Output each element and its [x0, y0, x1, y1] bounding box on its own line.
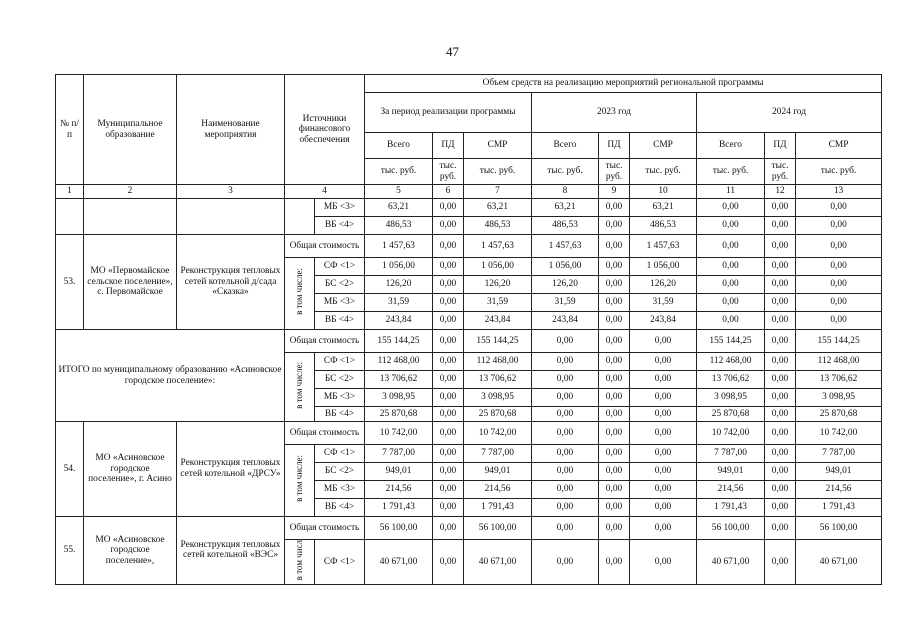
value-cell: 0,00 — [532, 463, 599, 481]
value-cell: 0,00 — [630, 330, 697, 353]
value-cell: 0,00 — [433, 294, 464, 312]
value-cell: 0,00 — [599, 217, 630, 235]
value-cell: 0,00 — [630, 481, 697, 499]
unit-label: тыс. руб. — [796, 159, 882, 185]
source-label: ВБ <4> — [315, 499, 365, 517]
value-cell: 155 144,25 — [697, 330, 765, 353]
value-cell: 7 787,00 — [796, 445, 882, 463]
value-cell: 10 742,00 — [464, 422, 532, 445]
value-cell: 0,00 — [599, 235, 630, 258]
value-cell: 0,00 — [433, 199, 464, 217]
header-sources: Источники финансового обеспечения — [285, 75, 365, 185]
source-label: ВБ <4> — [315, 407, 365, 422]
value-cell: 3 098,95 — [697, 389, 765, 407]
value-cell: 486,53 — [630, 217, 697, 235]
sub-total: Всего — [697, 133, 765, 159]
header-period-2024: 2024 год — [697, 93, 882, 133]
value-cell: 3 098,95 — [796, 389, 882, 407]
value-cell: 0,00 — [532, 353, 599, 371]
value-cell: 0,00 — [697, 199, 765, 217]
empty-cell — [177, 199, 285, 235]
value-cell: 0,00 — [433, 312, 464, 330]
column-number: 6 — [433, 185, 464, 199]
value-cell: 0,00 — [765, 371, 796, 389]
value-cell: 0,00 — [765, 312, 796, 330]
column-number: 8 — [532, 185, 599, 199]
value-cell: 56 100,00 — [365, 517, 433, 540]
value-cell: 0,00 — [765, 422, 796, 445]
value-cell: 0,00 — [599, 353, 630, 371]
value-cell: 0,00 — [599, 371, 630, 389]
value-cell: 0,00 — [599, 517, 630, 540]
value-cell: 0,00 — [599, 422, 630, 445]
column-number: 5 — [365, 185, 433, 199]
value-cell: 243,84 — [532, 312, 599, 330]
source-label: БС <2> — [315, 463, 365, 481]
unit-label: тыс. руб. — [599, 159, 630, 185]
value-cell: 0,00 — [532, 540, 599, 585]
source-label: БС <2> — [315, 371, 365, 389]
value-cell: 31,59 — [630, 294, 697, 312]
total-cost-label: Общая стоимость — [285, 422, 365, 445]
value-cell: 0,00 — [433, 371, 464, 389]
municipality-name: МО «Асиновское городское поселение», г. Асино — [84, 422, 177, 517]
value-cell: 0,00 — [630, 371, 697, 389]
value-cell: 7 787,00 — [365, 445, 433, 463]
table-row — [56, 422, 882, 445]
value-cell: 63,21 — [630, 199, 697, 217]
value-cell: 0,00 — [532, 330, 599, 353]
value-cell: 1 457,63 — [464, 235, 532, 258]
value-cell: 0,00 — [433, 481, 464, 499]
value-cell: 1 056,00 — [464, 258, 532, 276]
value-cell: 0,00 — [599, 499, 630, 517]
value-cell: 0,00 — [599, 407, 630, 422]
including-text: в том числ — [294, 540, 305, 581]
column-number: 9 — [599, 185, 630, 199]
value-cell: 0,00 — [765, 276, 796, 294]
sub-smr: СМР — [464, 133, 532, 159]
measure-name: Реконструкция тепловых сетей котельной «ДРСУ» — [177, 422, 285, 517]
value-cell: 56 100,00 — [464, 517, 532, 540]
value-cell: 486,53 — [464, 217, 532, 235]
value-cell: 0,00 — [532, 371, 599, 389]
value-cell: 56 100,00 — [796, 517, 882, 540]
value-cell: 126,20 — [464, 276, 532, 294]
value-cell: 13 706,62 — [464, 371, 532, 389]
table-row — [56, 330, 882, 353]
value-cell: 0,00 — [765, 463, 796, 481]
source-label: ВБ <4> — [315, 217, 365, 235]
measure-name: Реконструкция тепловых сетей котельной «ВЭС» — [177, 517, 285, 585]
value-cell: 0,00 — [532, 422, 599, 445]
value-cell: 0,00 — [765, 258, 796, 276]
value-cell: 0,00 — [532, 389, 599, 407]
value-cell: 10 742,00 — [697, 422, 765, 445]
value-cell: 949,01 — [365, 463, 433, 481]
total-cost-label: Общая стоимость — [285, 517, 365, 540]
value-cell: 243,84 — [630, 312, 697, 330]
empty-cell — [84, 199, 177, 235]
unit-label: тыс. руб. — [433, 159, 464, 185]
row-number: 54. — [56, 422, 84, 517]
value-cell: 3 098,95 — [365, 389, 433, 407]
value-cell: 3 098,95 — [464, 389, 532, 407]
value-cell: 0,00 — [599, 540, 630, 585]
value-cell: 63,21 — [464, 199, 532, 217]
unit-label: тыс. руб. — [464, 159, 532, 185]
page-number: 47 — [446, 44, 459, 59]
value-cell: 0,00 — [697, 235, 765, 258]
value-cell: 1 791,43 — [697, 499, 765, 517]
value-cell: 40 671,00 — [464, 540, 532, 585]
column-number: 10 — [630, 185, 697, 199]
value-cell: 0,00 — [697, 294, 765, 312]
column-number: 4 — [285, 185, 365, 199]
value-cell: 0,00 — [765, 517, 796, 540]
value-cell: 1 457,63 — [532, 235, 599, 258]
value-cell: 126,20 — [365, 276, 433, 294]
column-number: 13 — [796, 185, 882, 199]
source-label: МБ <3> — [315, 199, 365, 217]
value-cell: 214,56 — [464, 481, 532, 499]
value-cell: 0,00 — [599, 481, 630, 499]
value-cell: 0,00 — [697, 312, 765, 330]
value-cell: 0,00 — [630, 353, 697, 371]
value-cell: 31,59 — [464, 294, 532, 312]
value-cell: 0,00 — [796, 258, 882, 276]
value-cell: 0,00 — [765, 499, 796, 517]
value-cell: 112 468,00 — [796, 353, 882, 371]
value-cell: 0,00 — [433, 258, 464, 276]
itogo-label: ИТОГО по муниципальному образованию «Асиновское городское поселение»: — [56, 330, 285, 422]
source-label: ВБ <4> — [315, 312, 365, 330]
header-num: № п/п — [56, 75, 84, 185]
value-cell: 1 791,43 — [796, 499, 882, 517]
value-cell: 126,20 — [630, 276, 697, 294]
value-cell: 1 056,00 — [630, 258, 697, 276]
value-cell: 112 468,00 — [365, 353, 433, 371]
empty-cell — [285, 199, 315, 235]
value-cell: 214,56 — [796, 481, 882, 499]
including-label — [285, 353, 315, 422]
value-cell: 0,00 — [796, 312, 882, 330]
table-row — [56, 517, 882, 540]
value-cell: 40 671,00 — [365, 540, 433, 585]
value-cell: 0,00 — [433, 463, 464, 481]
value-cell: 0,00 — [433, 517, 464, 540]
value-cell: 0,00 — [630, 463, 697, 481]
value-cell: 0,00 — [599, 276, 630, 294]
value-cell: 0,00 — [532, 407, 599, 422]
header-period-2023: 2023 год — [532, 93, 697, 133]
value-cell: 486,53 — [365, 217, 433, 235]
unit-label: тыс. руб. — [765, 159, 796, 185]
value-cell: 1 791,43 — [464, 499, 532, 517]
column-numbers-row — [56, 185, 882, 199]
value-cell: 155 144,25 — [365, 330, 433, 353]
value-cell: 10 742,00 — [365, 422, 433, 445]
value-cell: 0,00 — [765, 540, 796, 585]
municipality-name: МО «Асиновское городское поселение», — [84, 517, 177, 585]
value-cell: 0,00 — [796, 235, 882, 258]
value-cell: 0,00 — [599, 330, 630, 353]
source-label: СФ <1> — [315, 540, 365, 585]
empty-cell — [56, 199, 84, 235]
value-cell: 0,00 — [765, 407, 796, 422]
value-cell: 0,00 — [765, 217, 796, 235]
value-cell: 25 870,68 — [796, 407, 882, 422]
municipality-name: МО «Первомайское сельское поселение», с. Первомайское — [84, 235, 177, 330]
value-cell: 155 144,25 — [796, 330, 882, 353]
value-cell: 0,00 — [765, 235, 796, 258]
value-cell: 0,00 — [433, 499, 464, 517]
sub-total: Всего — [532, 133, 599, 159]
total-cost-label: Общая стоимость — [285, 235, 365, 258]
value-cell: 486,53 — [532, 217, 599, 235]
header-measure: Наименование мероприятия — [177, 75, 285, 185]
value-cell: 0,00 — [630, 422, 697, 445]
value-cell: 0,00 — [433, 422, 464, 445]
value-cell: 0,00 — [433, 445, 464, 463]
column-number: 2 — [84, 185, 177, 199]
value-cell: 0,00 — [630, 445, 697, 463]
sub-pd: ПД — [599, 133, 630, 159]
unit-label: тыс. руб. — [697, 159, 765, 185]
value-cell: 31,59 — [532, 294, 599, 312]
sub-smr: СМР — [630, 133, 697, 159]
table-header — [56, 75, 882, 199]
unit-label: тыс. руб. — [532, 159, 599, 185]
value-cell: 214,56 — [365, 481, 433, 499]
value-cell: 0,00 — [697, 276, 765, 294]
value-cell: 13 706,62 — [796, 371, 882, 389]
value-cell: 0,00 — [697, 217, 765, 235]
table-body — [56, 199, 882, 585]
value-cell: 0,00 — [630, 389, 697, 407]
source-label: БС <2> — [315, 276, 365, 294]
column-number: 3 — [177, 185, 285, 199]
table-row — [56, 199, 882, 217]
value-cell: 0,00 — [765, 294, 796, 312]
value-cell: 0,00 — [599, 258, 630, 276]
source-label: СФ <1> — [315, 353, 365, 371]
including-text: в том числе: — [294, 268, 305, 316]
table-row — [56, 235, 882, 258]
sub-pd: ПД — [433, 133, 464, 159]
value-cell: 0,00 — [765, 389, 796, 407]
value-cell: 0,00 — [796, 199, 882, 217]
value-cell: 949,01 — [697, 463, 765, 481]
value-cell: 0,00 — [599, 294, 630, 312]
value-cell: 0,00 — [599, 389, 630, 407]
value-cell: 0,00 — [532, 499, 599, 517]
value-cell: 25 870,68 — [365, 407, 433, 422]
column-number: 7 — [464, 185, 532, 199]
value-cell: 1 457,63 — [365, 235, 433, 258]
value-cell: 31,59 — [365, 294, 433, 312]
value-cell: 0,00 — [599, 445, 630, 463]
sub-total: Всего — [365, 133, 433, 159]
value-cell: 63,21 — [532, 199, 599, 217]
measure-name: Реконструкция тепловых сетей котельной д/сада «Сказка» — [177, 235, 285, 330]
value-cell: 0,00 — [433, 540, 464, 585]
value-cell: 0,00 — [796, 294, 882, 312]
value-cell: 0,00 — [765, 330, 796, 353]
column-number: 12 — [765, 185, 796, 199]
value-cell: 243,84 — [365, 312, 433, 330]
value-cell: 0,00 — [599, 463, 630, 481]
value-cell: 155 144,25 — [464, 330, 532, 353]
value-cell: 0,00 — [433, 330, 464, 353]
value-cell: 25 870,68 — [697, 407, 765, 422]
value-cell: 0,00 — [765, 199, 796, 217]
value-cell: 214,56 — [697, 481, 765, 499]
value-cell: 1 056,00 — [532, 258, 599, 276]
including-text: в том числе: — [294, 361, 305, 409]
value-cell: 13 706,62 — [697, 371, 765, 389]
value-cell: 112 468,00 — [464, 353, 532, 371]
value-cell: 0,00 — [697, 258, 765, 276]
value-cell: 1 791,43 — [365, 499, 433, 517]
value-cell: 949,01 — [464, 463, 532, 481]
value-cell: 0,00 — [630, 540, 697, 585]
value-cell: 0,00 — [630, 407, 697, 422]
including-text: в том числе: — [294, 455, 305, 503]
value-cell: 0,00 — [532, 517, 599, 540]
source-label: МБ <3> — [315, 389, 365, 407]
value-cell: 0,00 — [765, 445, 796, 463]
value-cell: 0,00 — [630, 499, 697, 517]
source-label: МБ <3> — [315, 481, 365, 499]
value-cell: 112 468,00 — [697, 353, 765, 371]
value-cell: 25 870,68 — [464, 407, 532, 422]
value-cell: 0,00 — [433, 276, 464, 294]
header-municipality: Муниципальное образование — [84, 75, 177, 185]
value-cell: 40 671,00 — [697, 540, 765, 585]
value-cell: 0,00 — [599, 199, 630, 217]
value-cell: 243,84 — [464, 312, 532, 330]
source-label: СФ <1> — [315, 445, 365, 463]
row-number: 53. — [56, 235, 84, 330]
column-number: 11 — [697, 185, 765, 199]
header-period-total: За период реализации программы — [365, 93, 532, 133]
value-cell: 10 742,00 — [796, 422, 882, 445]
including-label — [285, 258, 315, 330]
row-number: 55. — [56, 517, 84, 585]
value-cell: 63,21 — [365, 199, 433, 217]
including-label — [285, 540, 315, 585]
value-cell: 0,00 — [765, 481, 796, 499]
value-cell: 1 457,63 — [630, 235, 697, 258]
value-cell: 1 056,00 — [365, 258, 433, 276]
value-cell: 0,00 — [433, 389, 464, 407]
budget-table — [55, 74, 882, 585]
value-cell: 0,00 — [532, 445, 599, 463]
value-cell: 0,00 — [433, 353, 464, 371]
total-cost-label: Общая стоимость — [285, 330, 365, 353]
including-label — [285, 445, 315, 517]
value-cell: 0,00 — [433, 217, 464, 235]
source-label: СФ <1> — [315, 258, 365, 276]
value-cell: 0,00 — [765, 353, 796, 371]
unit-label: тыс. руб. — [365, 159, 433, 185]
value-cell: 13 706,62 — [365, 371, 433, 389]
value-cell: 0,00 — [796, 217, 882, 235]
sub-smr: СМР — [796, 133, 882, 159]
value-cell: 40 671,00 — [796, 540, 882, 585]
value-cell: 56 100,00 — [697, 517, 765, 540]
value-cell: 0,00 — [433, 235, 464, 258]
value-cell: 7 787,00 — [464, 445, 532, 463]
value-cell: 0,00 — [599, 312, 630, 330]
value-cell: 0,00 — [796, 276, 882, 294]
value-cell: 126,20 — [532, 276, 599, 294]
value-cell: 0,00 — [630, 517, 697, 540]
sub-pd: ПД — [765, 133, 796, 159]
value-cell: 949,01 — [796, 463, 882, 481]
value-cell: 0,00 — [433, 407, 464, 422]
column-number: 1 — [56, 185, 84, 199]
source-label: МБ <3> — [315, 294, 365, 312]
unit-label: тыс. руб. — [630, 159, 697, 185]
value-cell: 7 787,00 — [697, 445, 765, 463]
header-volume: Объем средств на реализацию мероприятий региональной программы — [365, 75, 882, 93]
value-cell: 0,00 — [532, 481, 599, 499]
